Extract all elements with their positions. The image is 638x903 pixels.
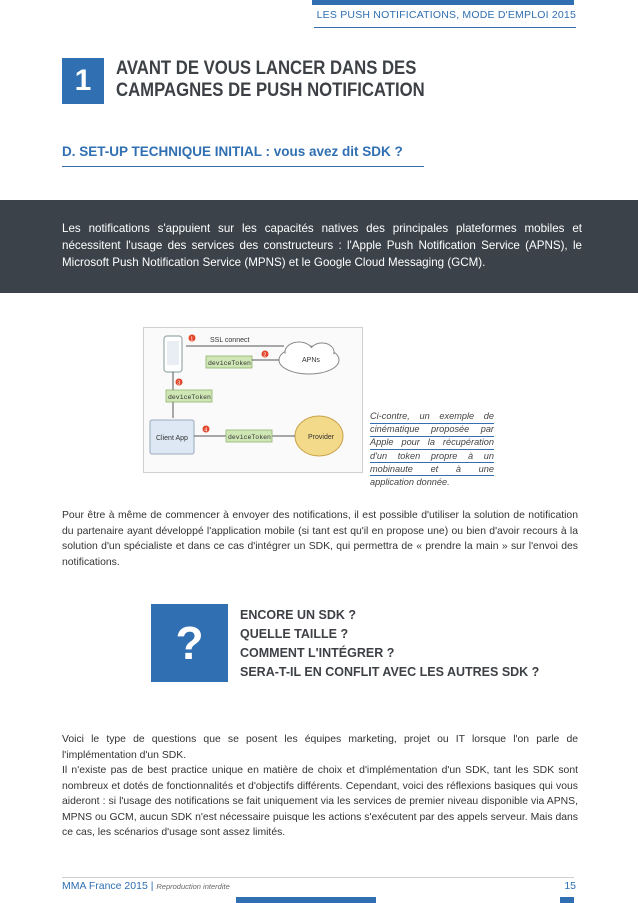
svg-text:Client App: Client App: [156, 435, 188, 442]
diagram-svg: [144, 328, 362, 472]
footer-accent-bar-left: [236, 897, 376, 903]
body-paragraph-3: Il n'existe pas de best practice unique en matière de choix et d'implémentation d'un SDK, tant les SDK sont nombreux et dotés de fonctionnalités et d'objectifs différents. Cependant, voici des réflexions basiques qui vous aideront : si l'usage des notifications se fait uniquement via les services de premier niveau disponible via APNS, MPNS ou GCM, aucun SDK n'est nécessaire puisque les actions s'exécutent par des appels serveur. Mais dans ce cas, les scénarios d'usage sont assez limités.: [62, 765, 578, 839]
question-mark-badge: ?: [151, 604, 228, 682]
footer-left: [62, 880, 230, 892]
svg-text:4: 4: [204, 427, 208, 434]
question-item: COMMENT L'INTÉGRER ?: [240, 646, 395, 660]
svg-text:Provider: Provider: [308, 434, 335, 441]
svg-text:1: 1: [190, 336, 194, 343]
apns-token-diagram: [143, 327, 363, 473]
caption-rule-4: [370, 462, 494, 463]
question-item: SERA-T-IL EN CONFLIT AVEC LES AUTRES SDK ?: [240, 665, 540, 679]
body-paragraph-1: Pour être à même de commencer à envoyer des notifications, il est possible d'utiliser la solution de notification du partenaire ayant développé l'application mobile (si tant est qu'il en propose une) ou bien d'avoir recours à la solution d'un spécialiste et dans ce cas d'intégrer un SDK, qui permettra de « prendre la main » sur l'envoi des notifications.: [62, 510, 578, 568]
apns-label: APNs: [302, 357, 320, 364]
questions-list: [240, 606, 539, 682]
header-rule: [314, 27, 576, 28]
svg-text:3: 3: [177, 380, 181, 387]
footer-accent-bar-right: [560, 897, 574, 903]
ssl-label: SSL connect: [210, 337, 250, 344]
caption-rule-5: [370, 475, 494, 476]
running-header: LES PUSH NOTIFICATIONS, MODE D'EMPLOI 2015: [316, 9, 576, 21]
caption-rule-2: [370, 436, 494, 437]
svg-text:2: 2: [263, 352, 267, 359]
svg-text:deviceToken: deviceToken: [228, 434, 271, 441]
chapter-number-badge: 1: [62, 58, 104, 104]
diagram-caption: Ci-contre, un exemple de cinématique proposée par Apple pour la récupération d'un token propre à un mobinaute et à une application donnée.: [370, 411, 494, 488]
body-paragraph-2: Voici le type de questions que se posent les équipes marketing, projet ou IT lorsque l'on parle de l'implémentation d'un SDK.: [62, 734, 578, 761]
chapter-title: [116, 58, 450, 102]
intro-text: Les notifications s'appuient sur les capacités natives des principales plateformes mobiles et nécessitent l'usage des services des constructeurs : l'Apple Push Notification Service (APNS), le Microsoft Push Notification Service (MPNS) et le Google Cloud Messaging (GCM).: [62, 222, 582, 269]
subtitle-underline: [62, 166, 424, 167]
svg-text:deviceToken: deviceToken: [168, 394, 211, 401]
caption-rule-3: [370, 449, 494, 450]
header-accent-bar: [312, 0, 574, 5]
section-subtitle: D. SET-UP TECHNIQUE INITIAL : vous avez dit SDK ?: [62, 144, 403, 159]
chapter-title-line2: CAMPAGNES DE PUSH NOTIFICATION: [116, 80, 425, 101]
footer-notice: Reproduction interdite: [156, 882, 230, 891]
phone-screen: [167, 341, 179, 365]
chapter-title-line1: AVANT DE VOUS LANCER DANS DES: [116, 58, 417, 79]
footer-copyright: MMA France 2015 |: [62, 880, 154, 892]
question-item: ENCORE UN SDK ?: [240, 608, 356, 622]
svg-text:deviceToken: deviceToken: [208, 360, 251, 367]
footer-rule: [62, 877, 574, 878]
caption-rule-1: [370, 423, 494, 424]
page-number: 15: [564, 880, 576, 892]
question-item: QUELLE TAILLE ?: [240, 627, 349, 641]
